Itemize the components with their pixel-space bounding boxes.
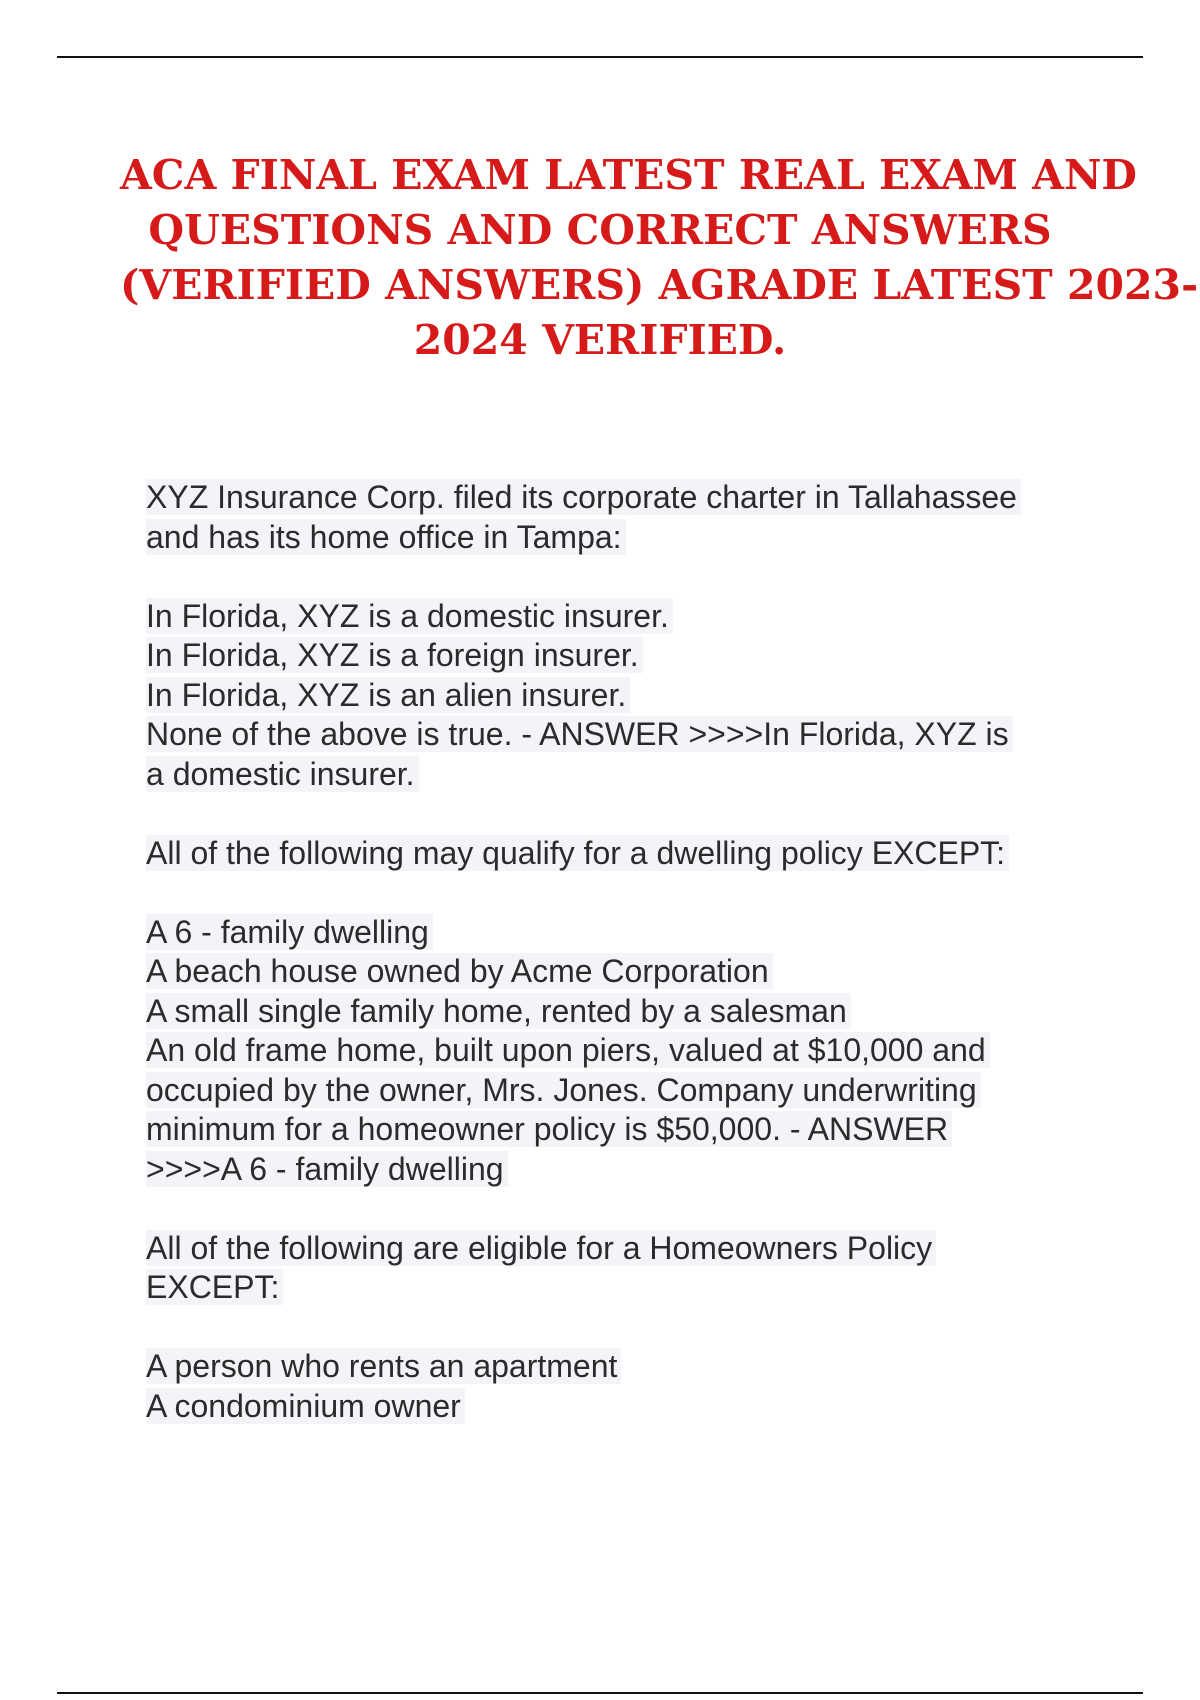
answer-line: None of the above is true. - ANSWER >>>>In Florida, XYZ is	[146, 715, 1096, 755]
document-body	[146, 478, 1096, 1466]
question-text-line: XYZ Insurance Corp. filed its corporate charter in Tallahassee	[146, 478, 1096, 518]
top-rule	[57, 56, 1143, 58]
option-line: A small single family home, rented by a salesman	[146, 992, 1096, 1032]
option-line: A 6 - family dwelling	[146, 913, 1096, 953]
answer-line: a domestic insurer.	[146, 755, 1096, 795]
question-2-options	[146, 913, 1096, 1190]
question-1	[146, 478, 1096, 557]
option-line: A person who rents an apartment	[146, 1347, 1096, 1387]
option-line: A beach house owned by Acme Corporation	[146, 952, 1096, 992]
question-text-line: All of the following may qualify for a dwelling policy EXCEPT:	[146, 834, 1096, 874]
title-line: (VERIFIED ANSWERS) AGRADE LATEST 2023-	[120, 261, 1199, 309]
option-line: In Florida, XYZ is a domestic insurer.	[146, 597, 1096, 637]
option-line: In Florida, XYZ is an alien insurer.	[146, 676, 1096, 716]
question-text-line: All of the following are eligible for a Homeowners Policy	[146, 1229, 1096, 1269]
option-line: occupied by the owner, Mrs. Jones. Company underwriting	[146, 1071, 1096, 1111]
option-line: In Florida, XYZ is a foreign insurer.	[146, 636, 1096, 676]
option-line: A condominium owner	[146, 1387, 1096, 1427]
answer-line: >>>>A 6 - family dwelling	[146, 1150, 1096, 1190]
title-line: ACA FINAL EXAM LATEST REAL EXAM AND	[120, 151, 1137, 199]
document-title	[120, 148, 1199, 368]
answer-line: minimum for a homeowner policy is $50,000. - ANSWER	[146, 1110, 1096, 1150]
question-3-options	[146, 1347, 1096, 1426]
question-text-line: and has its home office in Tampa:	[146, 518, 1096, 558]
title-line: QUESTIONS AND CORRECT ANSWERS	[148, 206, 1052, 254]
question-1-options	[146, 597, 1096, 795]
question-2	[146, 834, 1096, 874]
question-text-line: EXCEPT:	[146, 1268, 1096, 1308]
title-line: 2024 VERIFIED.	[413, 316, 787, 364]
bottom-rule	[57, 1692, 1143, 1694]
option-line: An old frame home, built upon piers, valued at $10,000 and	[146, 1031, 1096, 1071]
question-3	[146, 1229, 1096, 1308]
